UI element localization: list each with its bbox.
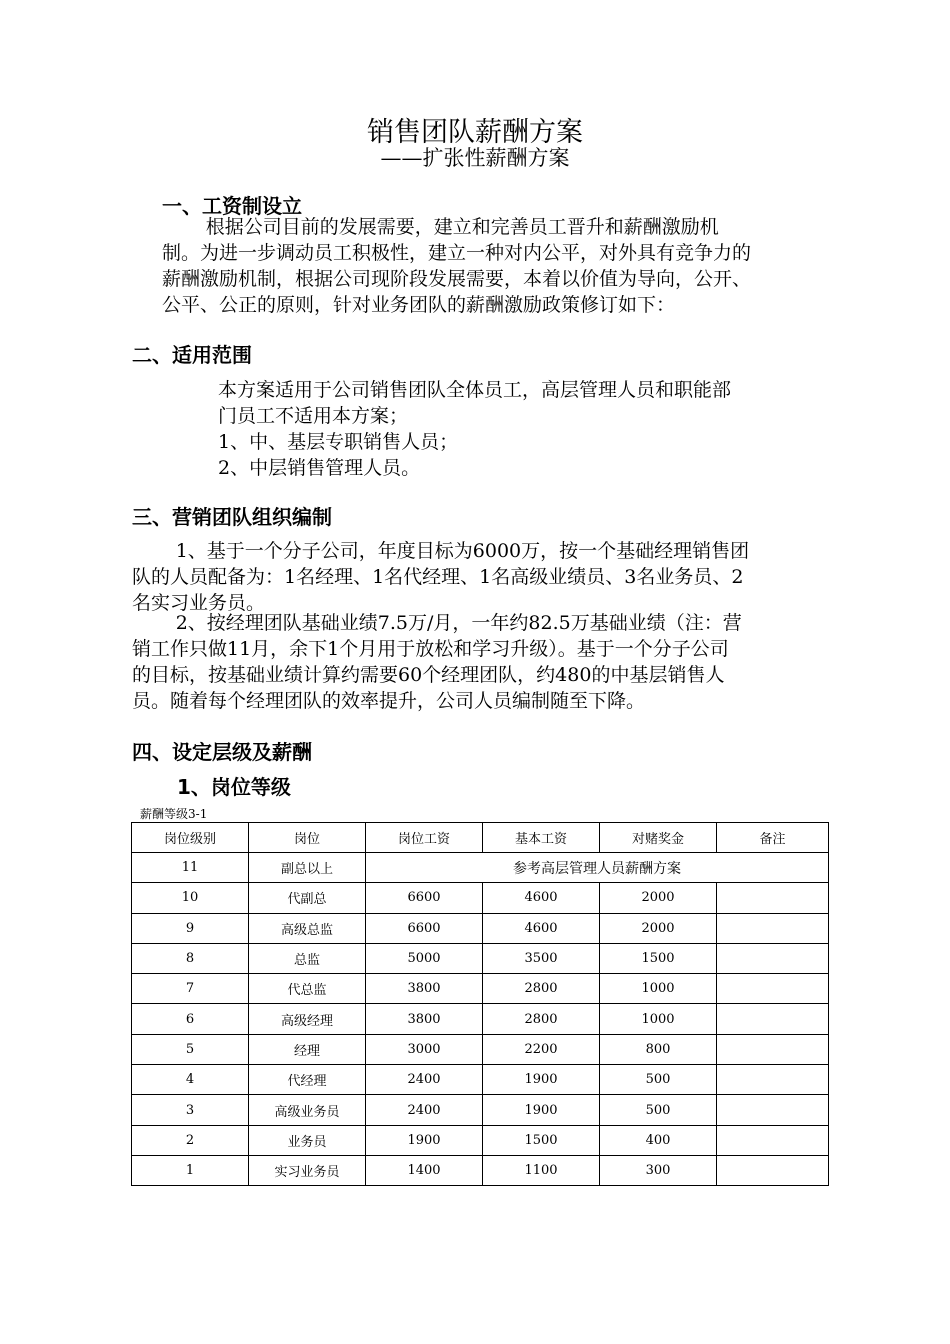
section4-heading: 四、设定层级及薪酬 xyxy=(132,740,312,764)
cell-level: 5 xyxy=(132,1034,249,1064)
section1-paragraph xyxy=(162,214,828,318)
header-level: 岗位级别 xyxy=(132,823,249,853)
cell-post-salary: 5000 xyxy=(366,943,483,973)
header-position: 岗位 xyxy=(249,823,366,853)
section1-line: 制。为进一步调动员工积极性，建立一种对内公平，对外具有竞争力的 xyxy=(162,242,752,264)
cell-level: 4 xyxy=(132,1065,249,1095)
section4-subheading: 1、岗位等级 xyxy=(177,775,291,799)
cell-post-salary: 6600 xyxy=(366,883,483,913)
cell-base-salary: 1900 xyxy=(483,1065,600,1095)
cell-bonus: 1000 xyxy=(600,974,717,1004)
cell-post-salary: 2400 xyxy=(366,1065,483,1095)
section2-line: 2、中层销售管理人员。 xyxy=(218,457,421,479)
cell-base-salary: 1100 xyxy=(483,1155,600,1185)
cell-remarks xyxy=(717,1125,829,1155)
cell-base-salary: 1900 xyxy=(483,1095,600,1125)
document-title: 销售团队薪酬方案 xyxy=(367,117,583,148)
cell-position: 代总监 xyxy=(249,974,366,1004)
cell-remarks xyxy=(717,1065,829,1095)
cell-level: 1 xyxy=(132,1155,249,1185)
salary-grade-table xyxy=(131,822,829,1186)
cell-position: 经理 xyxy=(249,1034,366,1064)
cell-base-salary: 1500 xyxy=(483,1125,600,1155)
cell-level: 9 xyxy=(132,913,249,943)
table-row xyxy=(132,1065,829,1095)
cell-post-salary: 3000 xyxy=(366,1034,483,1064)
cell-bonus: 300 xyxy=(600,1155,717,1185)
table-header-row xyxy=(132,823,829,853)
cell-remarks xyxy=(717,883,829,913)
cell-bonus: 1500 xyxy=(600,943,717,973)
cell-position: 高级总监 xyxy=(249,913,366,943)
cell-remarks xyxy=(717,974,829,1004)
header-post-salary: 岗位工资 xyxy=(366,823,483,853)
cell-level: 11 xyxy=(132,853,249,883)
cell-post-salary: 1400 xyxy=(366,1155,483,1185)
section3-line: 1、基于一个分子公司，年度目标为6000万，按一个基础经理销售团 xyxy=(175,540,750,562)
table-row xyxy=(132,1004,829,1034)
header-remarks: 备注 xyxy=(717,823,829,853)
cell-position: 高级业务员 xyxy=(249,1095,366,1125)
cell-position: 高级经理 xyxy=(249,1004,366,1034)
cell-bonus: 400 xyxy=(600,1125,717,1155)
table-row xyxy=(132,1155,829,1185)
cell-remarks xyxy=(717,1034,829,1064)
section1-line: 薪酬激励机制，根据公司现阶段发展需要，本着以价值为导向，公开、 xyxy=(162,268,752,290)
cell-position: 代经理 xyxy=(249,1065,366,1095)
cell-bonus: 2000 xyxy=(600,913,717,943)
table-row xyxy=(132,883,829,913)
cell-level: 7 xyxy=(132,974,249,1004)
cell-bonus: 500 xyxy=(600,1095,717,1125)
cell-level: 6 xyxy=(132,1004,249,1034)
cell-position: 代副总 xyxy=(249,883,366,913)
cell-base-salary: 2800 xyxy=(483,974,600,1004)
section3-line: 销工作只做11月，余下1个月用于放松和学习升级）。基于一个分子公司 xyxy=(132,638,729,660)
cell-bonus: 2000 xyxy=(600,883,717,913)
cell-base-salary: 3500 xyxy=(483,943,600,973)
cell-remarks xyxy=(717,1155,829,1185)
document-subtitle: ——扩张性薪酬方案 xyxy=(380,146,570,170)
table-caption: 薪酬等级3-1 xyxy=(140,807,208,821)
table-row xyxy=(132,1125,829,1155)
cell-base-salary: 4600 xyxy=(483,913,600,943)
cell-base-salary: 2200 xyxy=(483,1034,600,1064)
cell-post-salary: 1900 xyxy=(366,1125,483,1155)
cell-position: 副总以上 xyxy=(249,853,366,883)
section3-paragraph-1 xyxy=(132,538,829,616)
section3-line: 的目标，按基础业绩计算约需要60个经理团队，约480的中基层销售人 xyxy=(132,664,725,686)
section1-line: 公平、公正的原则，针对业务团队的薪酬激励政策修订如下： xyxy=(162,294,676,316)
cell-remarks xyxy=(717,1004,829,1034)
cell-position: 业务员 xyxy=(249,1125,366,1155)
cell-base-salary: 4600 xyxy=(483,883,600,913)
section3-line: 员。随着每个经理团队的效率提升，公司人员编制随至下降。 xyxy=(132,690,646,712)
section1-heading: 一、工资制设立 xyxy=(162,194,302,218)
cell-remarks xyxy=(717,1095,829,1125)
table-row xyxy=(132,1034,829,1064)
cell-level: 10 xyxy=(132,883,249,913)
cell-position: 实习业务员 xyxy=(249,1155,366,1185)
cell-remarks xyxy=(717,943,829,973)
table-row xyxy=(132,943,829,973)
section3-line: 队的人员配备为：1名经理、1名代经理、1名高级业绩员、3名业务员、2 xyxy=(132,566,744,588)
cell-merged-note: 参考高层管理人员薪酬方案 xyxy=(366,853,829,883)
cell-post-salary: 6600 xyxy=(366,913,483,943)
section2-line: 门员工不适用本方案； xyxy=(218,405,409,427)
section1-line: 根据公司目前的发展需要，建立和完善员工晋升和薪酬激励机 xyxy=(205,216,719,238)
table-row xyxy=(132,913,829,943)
cell-level: 2 xyxy=(132,1125,249,1155)
section2-heading: 二、适用范围 xyxy=(132,343,252,367)
table-row xyxy=(132,853,829,883)
cell-level: 8 xyxy=(132,943,249,973)
cell-bonus: 1000 xyxy=(600,1004,717,1034)
section3-line: 名实习业务员。 xyxy=(132,592,266,614)
cell-bonus: 800 xyxy=(600,1034,717,1064)
section3-paragraph-2 xyxy=(132,610,829,714)
cell-post-salary: 3800 xyxy=(366,1004,483,1034)
cell-bonus: 500 xyxy=(600,1065,717,1095)
cell-level: 3 xyxy=(132,1095,249,1125)
cell-post-salary: 3800 xyxy=(366,974,483,1004)
header-base-salary: 基本工资 xyxy=(483,823,600,853)
section3-heading: 三、营销团队组织编制 xyxy=(132,505,332,529)
header-bonus: 对赌奖金 xyxy=(600,823,717,853)
section2-paragraph xyxy=(218,377,830,481)
cell-base-salary: 2800 xyxy=(483,1004,600,1034)
cell-position: 总监 xyxy=(249,943,366,973)
table-row xyxy=(132,1095,829,1125)
cell-post-salary: 2400 xyxy=(366,1095,483,1125)
table-row xyxy=(132,974,829,1004)
section2-line: 本方案适用于公司销售团队全体员工，高层管理人员和职能部 xyxy=(218,379,732,401)
section3-line: 2、按经理团队基础业绩7.5万/月，一年约82.5万基础业绩（注：营 xyxy=(175,612,742,634)
cell-remarks xyxy=(717,913,829,943)
section2-line: 1、中、基层专职销售人员； xyxy=(218,431,459,453)
